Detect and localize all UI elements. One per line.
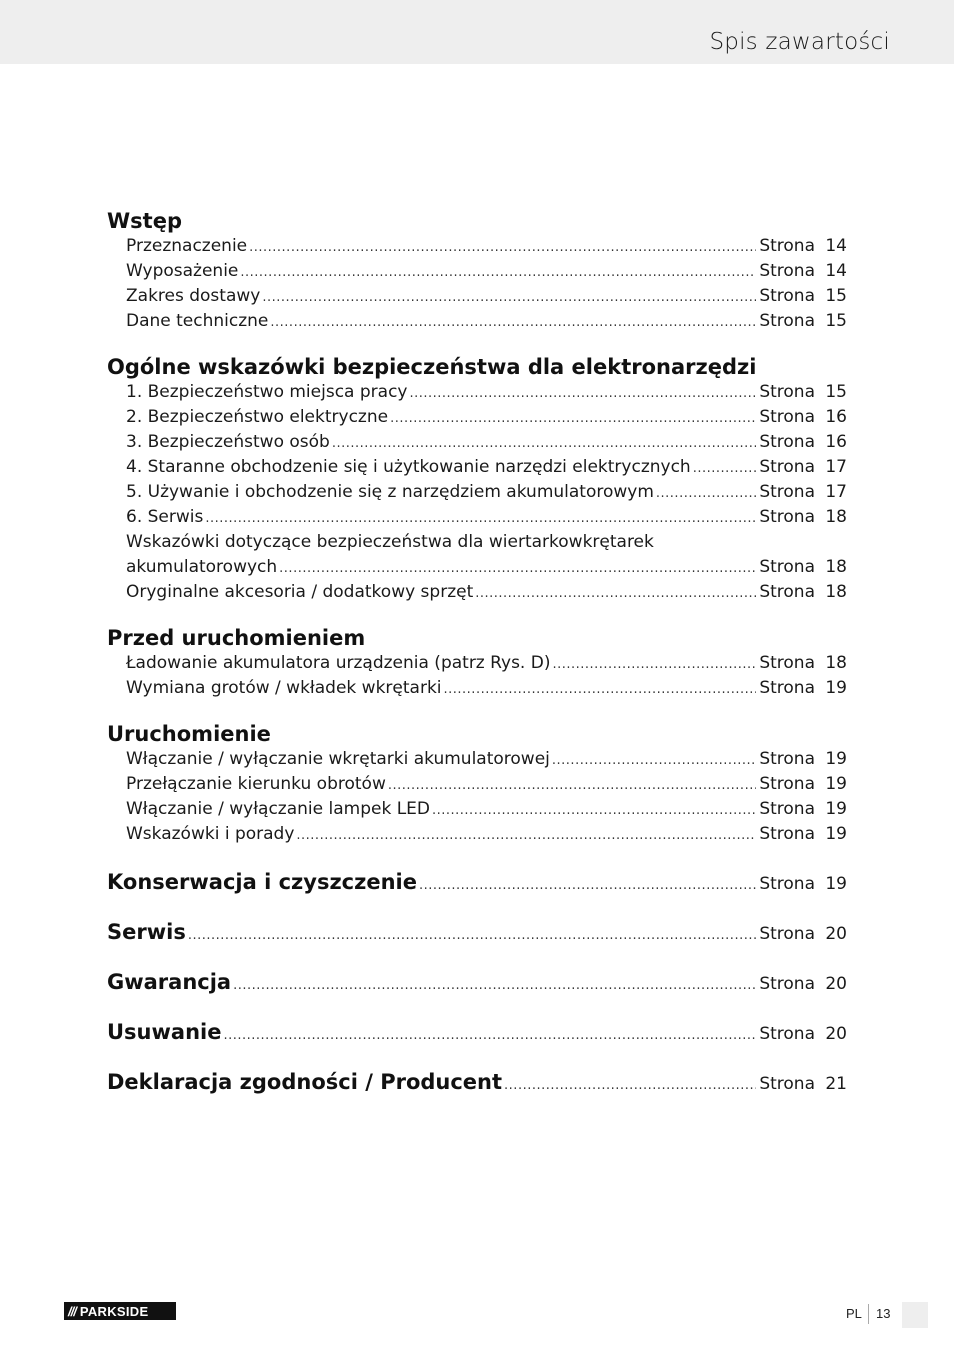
dot-leader	[332, 431, 757, 456]
toc-entry-title: Oryginalne akcesoria / dodatkowy sprzęt	[126, 582, 474, 602]
toc-entry-title: Włączanie / wyłączanie wkrętarki akumulatorowej	[126, 749, 550, 769]
toc-entry-page: 19	[825, 799, 847, 819]
toc-entry-page: 21	[825, 1074, 847, 1094]
toc-section-title: Usuwanie	[107, 1020, 222, 1044]
toc-section-title: Serwis	[107, 920, 186, 944]
toc-entry-label: Strona	[759, 582, 815, 602]
toc-entry-label: Strona	[759, 557, 815, 577]
dot-leader	[205, 506, 756, 531]
toc-entry[interactable]	[107, 555, 847, 580]
toc-entry[interactable]	[107, 234, 847, 259]
toc-entry-page: 16	[825, 432, 847, 452]
brand-name: PARKSIDE	[79, 1303, 149, 1319]
toc-entry-label: Strona	[759, 653, 815, 673]
toc-entry-page: 20	[825, 974, 847, 994]
language-code: PL	[846, 1306, 862, 1321]
toc-entry-page: 20	[825, 1024, 847, 1044]
dot-leader	[240, 260, 756, 285]
toc-entry-title: 5. Używanie i obchodzenie się z narzędziem akumulatorowym	[126, 482, 654, 502]
toc-entry-title: Zakres dostawy	[126, 286, 261, 306]
toc-entry[interactable]	[107, 822, 847, 847]
spacer	[107, 847, 847, 867]
toc-entry-page: 19	[825, 824, 847, 844]
toc-entry[interactable]	[107, 259, 847, 284]
toc-entry-page: 14	[825, 236, 847, 256]
toc-entry-label: Strona	[759, 1024, 815, 1044]
toc-section-entry[interactable]	[107, 1067, 847, 1097]
toc-entry-title: 1. Bezpieczeństwo miejsca pracy	[126, 382, 408, 402]
dot-leader	[262, 285, 756, 310]
toc-section-entry[interactable]	[107, 917, 847, 947]
toc-entry-label: Strona	[759, 261, 815, 281]
dot-leader	[223, 1021, 756, 1051]
dot-leader	[388, 773, 756, 798]
toc-section-title: Uruchomienie	[107, 722, 271, 746]
toc-entry-label: Strona	[759, 974, 815, 994]
page-title: Spis zawartości	[709, 29, 890, 55]
toc-entry-label: Strona	[759, 382, 815, 402]
toc-section-entry[interactable]	[107, 867, 847, 897]
toc-entry[interactable]	[107, 505, 847, 530]
toc-entry-page: 15	[825, 286, 847, 306]
dot-leader	[409, 381, 756, 406]
spacer	[107, 701, 847, 721]
dot-leader	[656, 481, 756, 506]
toc-entry-label: Strona	[759, 236, 815, 256]
dot-leader	[419, 871, 756, 901]
toc-entry-title-line1[interactable]: Wskazówki dotyczące bezpieczeństwa dla wiertarkowkrętarek	[126, 532, 654, 552]
dot-leader	[270, 310, 756, 335]
dot-leader	[504, 1071, 756, 1101]
toc-entry[interactable]	[107, 455, 847, 480]
toc-entry-title: 2. Bezpieczeństwo elektryczne	[126, 407, 389, 427]
dot-leader	[279, 556, 756, 581]
toc-entry[interactable]	[107, 797, 847, 822]
toc-entry[interactable]	[107, 676, 847, 701]
toc-entry[interactable]	[107, 309, 847, 334]
toc-section-title: Gwarancja	[107, 970, 232, 994]
toc-entry-label: Strona	[759, 432, 815, 452]
spacer	[107, 334, 847, 354]
dot-leader	[444, 677, 757, 702]
toc-entry[interactable]	[107, 651, 847, 676]
toc-section-entry[interactable]	[107, 967, 847, 997]
toc-section-title: Wstęp	[107, 209, 182, 233]
dot-leader	[475, 581, 756, 606]
toc-entry-page: 18	[825, 653, 847, 673]
toc-entry-title: Wyposażenie	[126, 261, 239, 281]
toc-entry-page: 19	[825, 874, 847, 894]
toc-entry-label: Strona	[759, 1074, 815, 1094]
toc-entry-title: Włączanie / wyłączanie lampek LED	[126, 799, 430, 819]
toc-entry-label: Strona	[759, 824, 815, 844]
dot-leader	[693, 456, 757, 481]
toc-entry[interactable]	[107, 284, 847, 309]
toc-entry-title: 4. Staranne obchodzenie się i użytkowanie narzędzi elektrycznych	[126, 457, 691, 477]
toc-entry-label: Strona	[759, 924, 815, 944]
dot-leader	[390, 406, 756, 431]
toc-entry-label: Strona	[759, 749, 815, 769]
toc-entry-page: 16	[825, 407, 847, 427]
toc-entry-label: Strona	[759, 407, 815, 427]
toc-entry-page: 18	[825, 507, 847, 527]
toc-entry-title: Wskazówki i porady	[126, 824, 295, 844]
spacer	[107, 605, 847, 625]
toc-entry-page: 19	[825, 774, 847, 794]
dot-leader	[432, 798, 756, 823]
toc-entry-label: Strona	[759, 507, 815, 527]
toc-entry-page: 15	[825, 311, 847, 331]
toc-section-title: Deklaracja zgodności / Producent	[107, 1070, 503, 1094]
toc-entry-page: 20	[825, 924, 847, 944]
toc-entry-label: Strona	[759, 457, 815, 477]
toc-entry-page: 18	[825, 582, 847, 602]
dot-leader	[552, 748, 756, 773]
toc-entry[interactable]	[107, 747, 847, 772]
toc-entry-title: Dane techniczne	[126, 311, 269, 331]
toc-entry-label: Strona	[759, 311, 815, 331]
toc-entry-title: Ładowanie akumulatora urządzenia (patrz Rys. D)	[126, 653, 551, 673]
toc-entry-label: Strona	[759, 678, 815, 698]
toc-entry-title: akumulatorowych	[126, 557, 278, 577]
toc-entry-title: Przełączanie kierunku obrotów	[126, 774, 386, 794]
footer-box	[902, 1302, 928, 1328]
toc-section-title: Przed uruchomieniem	[107, 626, 366, 650]
brand-slashes: ///	[68, 1303, 76, 1319]
toc-entry-label: Strona	[759, 774, 815, 794]
toc-entry-page: 17	[825, 457, 847, 477]
toc-section-entry[interactable]	[107, 1017, 847, 1047]
toc-entry[interactable]	[107, 580, 847, 605]
toc-entry-page: 17	[825, 482, 847, 502]
toc-entry[interactable]	[107, 405, 847, 430]
dot-leader	[233, 971, 756, 1001]
dot-leader	[188, 921, 757, 951]
footer-divider	[868, 1304, 869, 1324]
toc-entry-page: 15	[825, 382, 847, 402]
toc-entry-title: 3. Bezpieczeństwo osób	[126, 432, 330, 452]
toc-entry-label: Strona	[759, 799, 815, 819]
page-number: 13	[876, 1306, 891, 1321]
toc-entry-page: 18	[825, 557, 847, 577]
toc-entry-page: 19	[825, 749, 847, 769]
toc-entry-label: Strona	[759, 286, 815, 306]
toc-entry[interactable]	[107, 380, 847, 405]
toc-entry-title: 6. Serwis	[126, 507, 204, 527]
table-of-contents	[107, 208, 847, 1097]
dot-leader	[552, 652, 756, 677]
toc-entry[interactable]	[107, 480, 847, 505]
toc-entry-title: Wymiana grotów / wkładek wkrętarki	[126, 678, 442, 698]
toc-entry-label: Strona	[759, 482, 815, 502]
toc-section-title: Ogólne wskazówki bezpieczeństwa dla elektronarzędzi	[107, 355, 757, 379]
toc-entry[interactable]	[107, 430, 847, 455]
toc-entry-label: Strona	[759, 874, 815, 894]
toc-section-title: Konserwacja i czyszczenie	[107, 870, 417, 894]
toc-entry-title: Przeznaczenie	[126, 236, 248, 256]
dot-leader	[249, 235, 756, 260]
toc-entry-page: 14	[825, 261, 847, 281]
dot-leader	[296, 823, 756, 848]
toc-entry[interactable]	[107, 772, 847, 797]
brand-logo	[64, 1302, 176, 1320]
toc-entry-page: 19	[825, 678, 847, 698]
